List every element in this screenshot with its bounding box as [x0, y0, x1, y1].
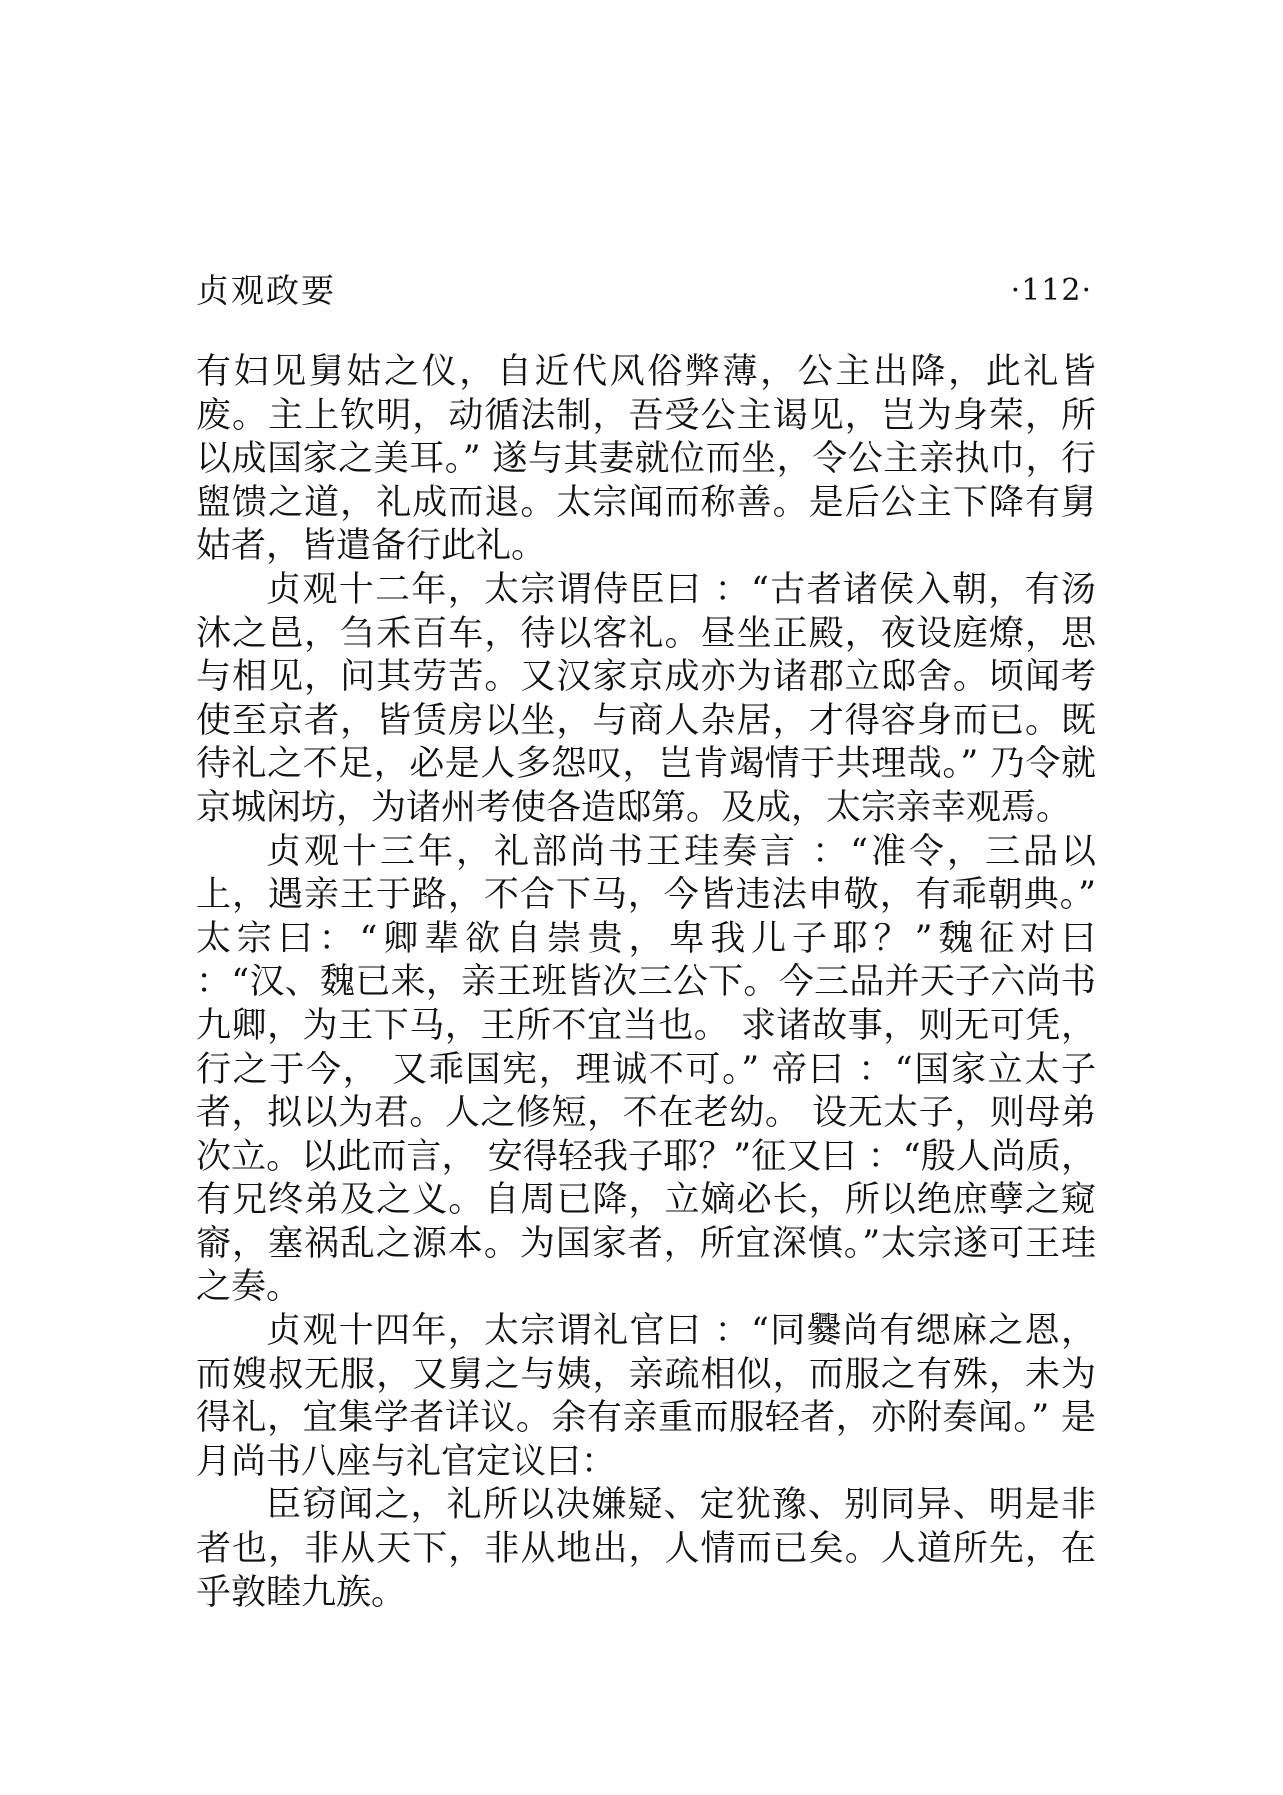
body-text	[196, 351, 1096, 1615]
page-header	[196, 266, 1092, 316]
page-number: ·112·	[1010, 273, 1092, 308]
paragraph: 贞观十三年，礼部尚书王珪奏言 ：“准令，三品以上，遇亲王于路，不合下马，今皆违法申敬，有乖朝典。” 太宗曰：“卿辈欲自崇贵，卑我儿子耶？”魏征对曰 ：“汉、魏已来，亲王班皆次三公下。今三品并天子六尚书九卿，为王下马，王所不宜当也。 求诸故事，则无可凭，行之于今， 又乖国宪，理诚不可。” 帝曰 ：“国家立太子者，拟以为君。人之修短，不在老幼。 设无太子，则母弟次立。以此而言， 安得轻我子耶？”征又曰 ：“殷人尚质，有兄终弟及之义。自周已降，立嫡必长，所以绝庶孽之窥窬，塞祸乱之源本。为国家者，所宜深慎。”太宗遂可王珪之奏。	[196, 831, 1096, 1308]
paragraph: 贞观十二年，太宗谓侍臣曰 ：“古者诸侯入朝，有汤沐之邑，刍禾百车，待以客礼。昼坐正殿，夜设庭燎，思与相见，问其劳苦。又汉家京成亦为诸郡立邸舍。顷闻考使至京者，皆赁房以坐，与商人杂居，才得容身而已。既待礼之不足，必是人多怨叹，岂肯竭情于共理哉。” 乃令就京城闲坊，为诸州考使各造邸第。及成，太宗亲幸观焉。	[196, 569, 1096, 828]
paragraph: 贞观十四年，太宗谓礼官曰 ：“同爨尚有缌麻之恩，而嫂叔无服，又舅之与姨，亲疏相似，而服之有殊，未为得礼，宜集学者详议。余有亲重而服轻者，亦附奏闻。” 是月尚书八座与礼官定议曰：	[196, 1311, 1096, 1482]
book-title: 贞观政要	[196, 271, 336, 310]
paragraph: 有妇见舅姑之仪，自近代风俗弊薄，公主出降，此礼皆废。主上钦明，动循法制，吾受公主谒见，岂为身荣，所以成国家之美耳。” 遂与其妻就位而坐，令公主亲执巾，行盥馈之道，礼成而退。太宗闻而称善。是后公主下降有舅姑者，皆遣备行此礼。	[196, 352, 1096, 567]
paragraph: 臣窃闻之，礼所以决嫌疑、定犹豫、别同异、明是非者也，非从天下，非从地出，人情而已矣。人道所先，在乎敦睦九族。	[196, 1485, 1096, 1613]
